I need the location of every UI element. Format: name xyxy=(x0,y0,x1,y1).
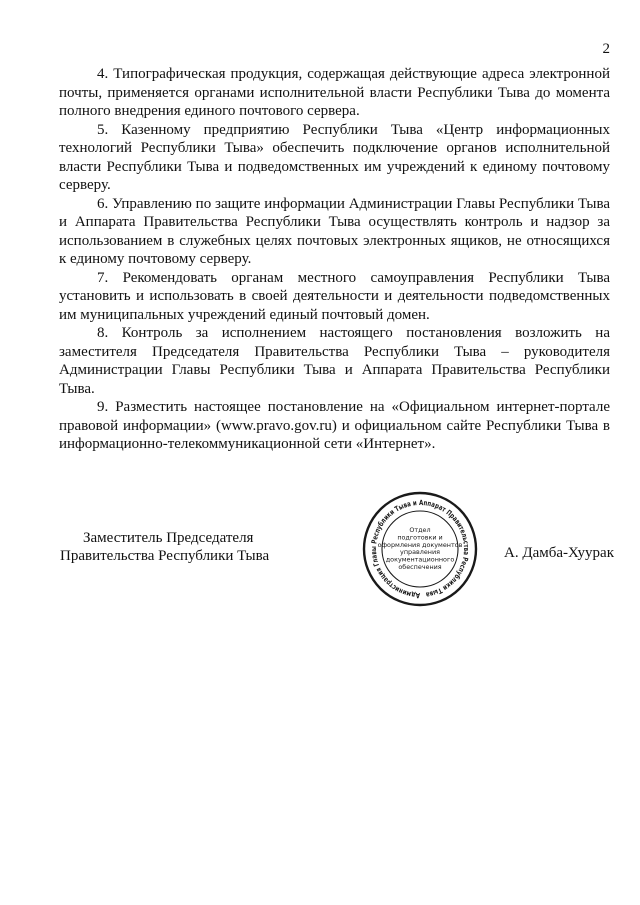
page-number: 2 xyxy=(602,41,610,57)
paragraph-5: 5. Казенному предприятию Республики Тыва «Центр информационных технологий Республики Тыва» обеспечить подключение органов исполнительной власти Республики Тыва и подведомственных им учреждений к единому почтовому серверу. xyxy=(59,121,610,193)
seal-center-line: обеспечения xyxy=(398,563,442,571)
seal-center-line: Отдел xyxy=(409,526,431,534)
signatory-position xyxy=(60,529,340,565)
official-seal xyxy=(342,491,498,611)
seal-center-line: подготовки и xyxy=(397,533,443,542)
signatory-position-line-1: Заместитель Председателя xyxy=(83,530,254,546)
seal-center-line: документационного xyxy=(385,555,455,564)
signatory-position-line-2: Правительства Республики Тыва xyxy=(60,548,270,564)
seal-center-text xyxy=(378,526,463,571)
paragraph-6: 6. Управлению по защите информации Администрации Главы Республики Тыва и Аппарата Правительства Республики Тыва осуществлять контроль и надзор за использованием в служебных целях почтовых электронных ящиков, не относящихся к единому почтовому серверу. xyxy=(59,195,610,267)
seal-ring-text: Администрация Главы Республики Тыва и Аппарат Правительства Республики Тыва xyxy=(368,497,472,601)
paragraph-9: 9. Разместить настоящее постановление на «Официальном интернет-портале правовой информации» (www.pravo.gov.ru) и официальном сайте Республики Тыва в информационно-телекоммуникационной сети «Интернет». xyxy=(59,399,610,452)
document-body xyxy=(59,65,610,454)
paragraph-7: 7. Рекомендовать органам местного самоуправления Республики Тыва установить и использовать в своей деятельности и деятельности подведомственных им муниципальных учреждений единый почтовый домен. xyxy=(59,269,610,323)
signatory-name: А. Дамба-Хуурак xyxy=(504,545,614,561)
paragraph-8: 8. Контроль за исполнением настоящего постановления возложить на заместителя Председателя Правительства Республики Тыва – руководителя Администрации Главы Республики Тыва и Аппарата Правительства Республики Тыва. xyxy=(59,325,610,397)
seal-center-line: оформления документов xyxy=(377,540,463,549)
seal-center-line: управления xyxy=(400,548,440,557)
paragraph-4: 4. Типографическая продукция, содержащая действующие адреса электронной почты, применяется органами исполнительной власти Республики Тыва до момента полного внедрения единого почтового сервера. xyxy=(59,66,610,119)
